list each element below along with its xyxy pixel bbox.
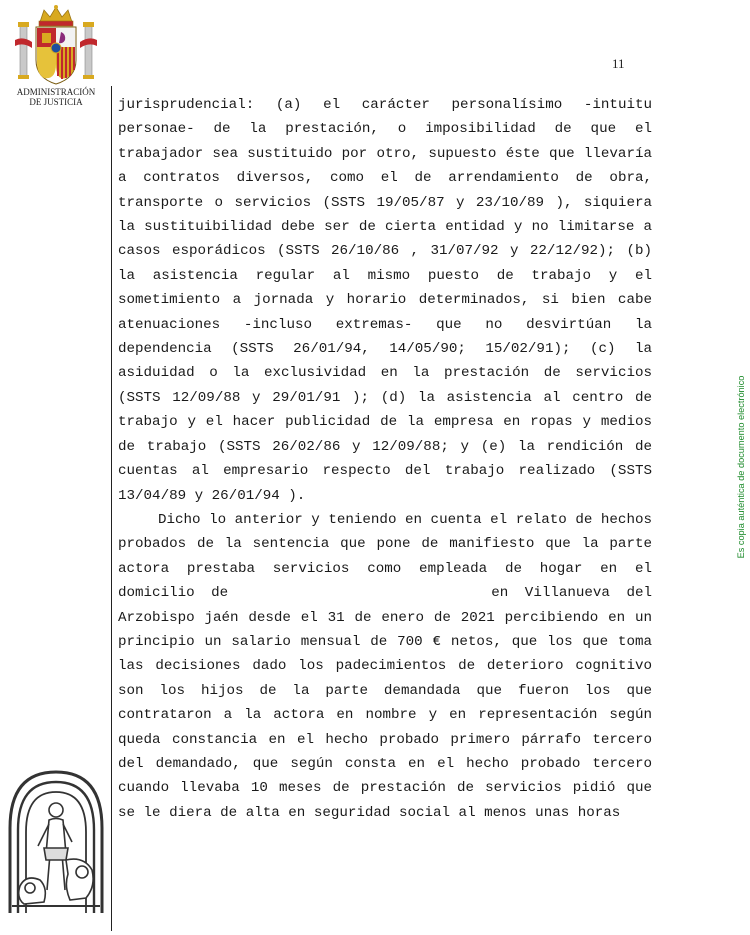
page-number: 11 <box>612 56 625 71</box>
authenticity-side-note: Es copia auténtica de documento electrónico <box>736 375 746 559</box>
document-body <box>118 93 652 825</box>
hercules-emblem-logo <box>6 768 106 913</box>
institution-caption <box>6 87 106 107</box>
paragraph-2 <box>118 508 652 825</box>
coat-of-arms-logo <box>14 4 98 88</box>
paragraph-2-part-2: en Villanueva del Arzobispo jaén desde el 31 de enero de 2021 percibiendo en un principio un salario mensual de 700 € netos, que los que toma las decisiones dado los padecimientos de deterioro cognitivo son los hijos de la parte demandada que fueron los que contrataron a la actora en nombre y en representación según queda constancia en el hecho probado primero párrafo tercero del demandado, que según consta en el hecho probado tercero cuando llevaba 10 meses de prestación de servicios pidió que se le diera de alta en seguridad social al menos unas horas <box>118 585 653 821</box>
margin-rule <box>111 86 112 931</box>
paragraph-2-part-1: Dicho lo anterior y teniendo en cuenta el relato de hechos probados de la sentencia que pone de manifiesto que la parte actora prestaba servicios como empleada de hogar en el domicilio de <box>118 511 652 602</box>
institution-line1: ADMINISTRACIÓN <box>16 87 96 97</box>
institution-line2: DE JUSTICIA <box>29 97 83 107</box>
paragraph-1: jurisprudencial: (a) el carácter personalísimo -intuitu personae- de la prestación, o imposibilidad de que el trabajador sea sustituido por otro, supuesto éste que llevaría a contratos diversos, como el de arrendamiento de obra, transporte o servicios (SSTS 19/05/87 y 23/10/89 ), siquiera la sustituibilidad debe ser de cierta entidad y no limitarse a casos esporádicos (SSTS 26/10/86 , 31/07/92 y 22/12/92); (b) la asistencia regular al mismo puesto de trabajo y el sometimiento a jornada y horario determinados, si bien cabe atenuaciones -incluso extremas- que no desvirtúan la dependencia (SSTS 26/01/94, 14/05/90; 15/02/91); (c) la asiduidad o la exclusividad en la prestación de servicios (SSTS 12/09/88 y 29/01/91 ); (d) la asistencia al centro de trabajo y el hacer publicidad de la empresa en ropas y medios de trabajo (SSTS 26/02/86 y 12/09/88; y (e) la rendición de cuentas al empresario respecto del trabajo realizado (SSTS 13/04/89 y 26/01/94 ). <box>118 97 652 504</box>
